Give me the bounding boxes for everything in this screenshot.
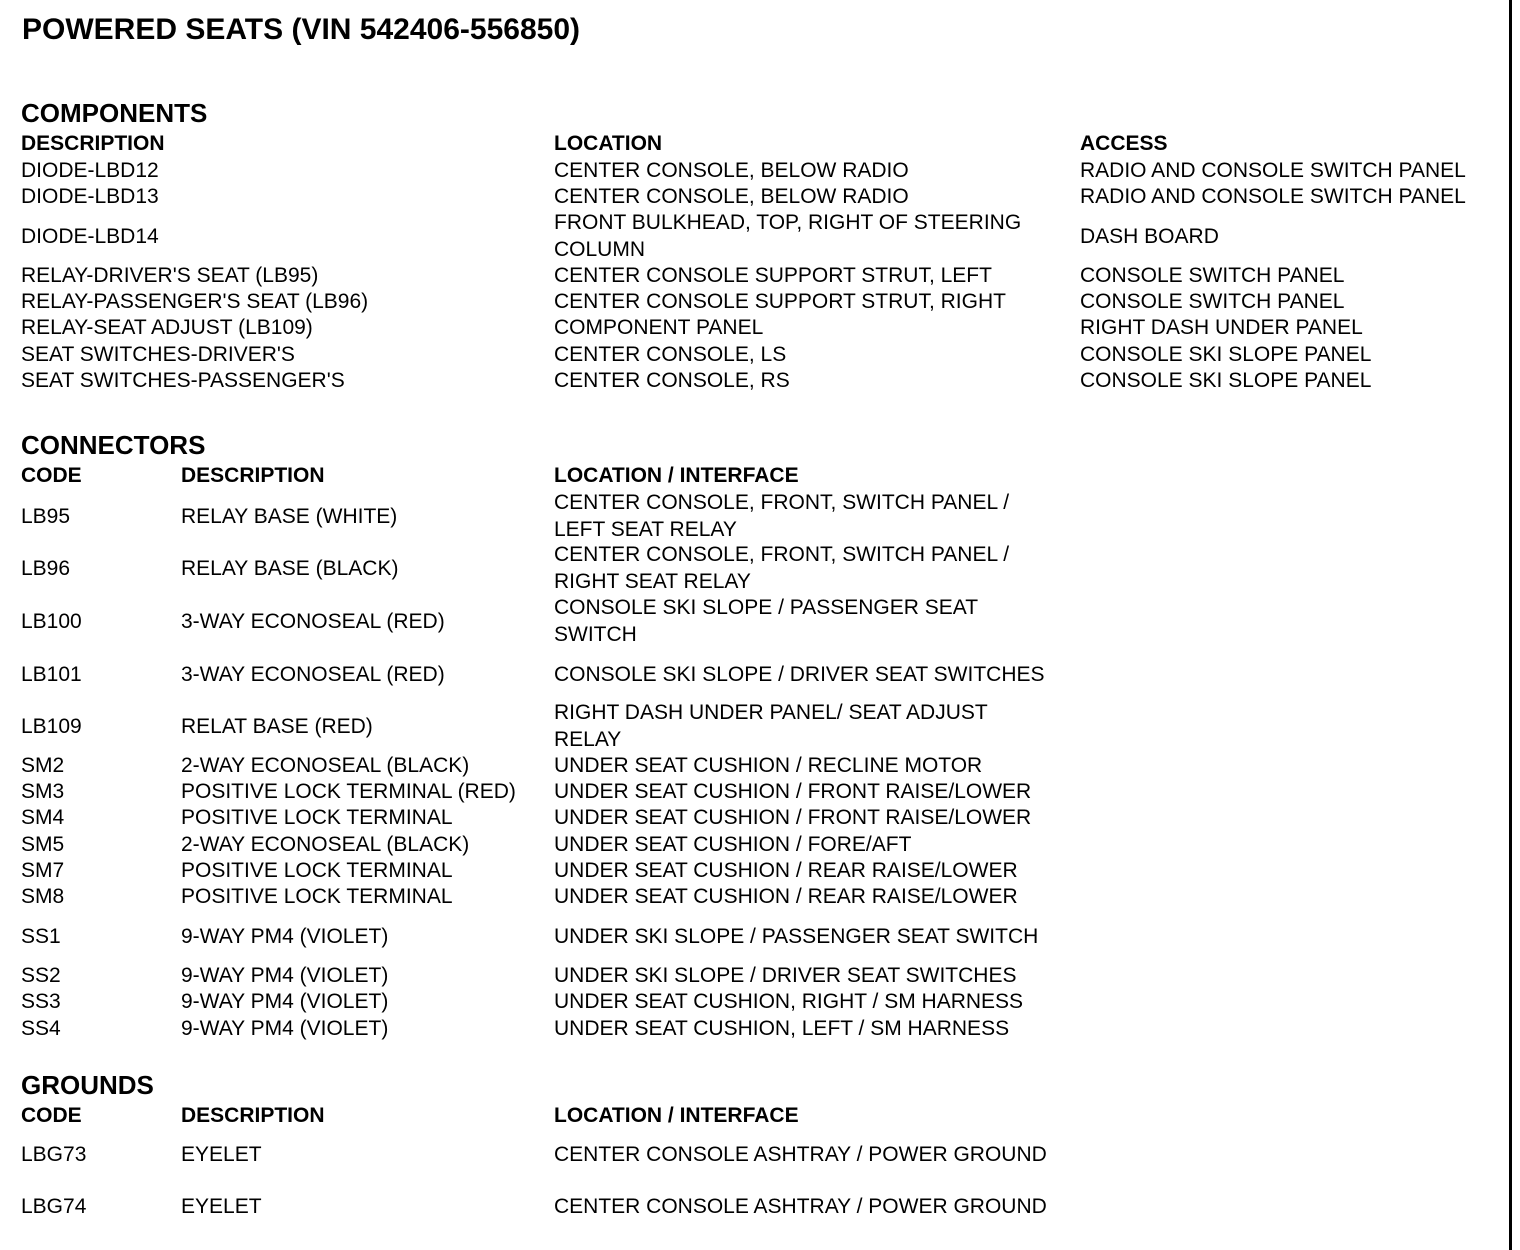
page-right-border	[1509, 0, 1512, 1250]
component-row-access: CONSOLE SWITCH PANEL	[1080, 264, 1345, 287]
component-row-location: FRONT BULKHEAD, TOP, RIGHT OF STEERING COLUMN	[554, 211, 1022, 261]
ground-row-description: EYELET	[181, 1143, 262, 1166]
component-row-access: RIGHT DASH UNDER PANEL	[1080, 316, 1363, 339]
connector-row-location: RIGHT DASH UNDER PANEL/ SEAT ADJUST RELAY	[554, 701, 988, 751]
connector-row-description: RELAY BASE (BLACK)	[181, 556, 399, 580]
connector-row-description: POSITIVE LOCK TERMINAL	[181, 859, 453, 882]
components-header-location: LOCATION	[554, 132, 663, 155]
connector-row-location: UNDER SEAT CUSHION / REAR RAISE/LOWER	[554, 859, 1018, 882]
component-row-description: SEAT SWITCHES-PASSENGER'S	[21, 369, 345, 392]
connector-row-description: POSITIVE LOCK TERMINAL	[181, 806, 453, 829]
connector-row-description: RELAY BASE (WHITE)	[181, 504, 398, 528]
component-row-description: DIODE-LBD12	[21, 159, 159, 182]
connector-row-code: SM7	[21, 859, 65, 882]
component-row-description: DIODE-LBD13	[21, 185, 159, 208]
connectors-header-location: LOCATION / INTERFACE	[554, 464, 799, 487]
connector-row-description: 2-WAY ECONOSEAL (BLACK)	[181, 754, 470, 777]
connector-row-description: POSITIVE LOCK TERMINAL	[181, 885, 453, 908]
component-row-access: DASH BOARD	[1080, 224, 1219, 248]
connector-row-location: UNDER SEAT CUSHION / FORE/AFT	[554, 833, 912, 856]
connector-row-location: CONSOLE SKI SLOPE / PASSENGER SEAT SWITCH	[554, 596, 978, 646]
connector-row-code: LB109	[21, 714, 82, 738]
component-row-access: RADIO AND CONSOLE SWITCH PANEL	[1080, 185, 1466, 208]
connector-row-description: 9-WAY PM4 (VIOLET)	[181, 925, 389, 948]
grounds-header-description: DESCRIPTION	[181, 1104, 325, 1127]
page-title: POWERED SEATS (VIN 542406-556850)	[22, 13, 581, 46]
component-row-location: COMPONENT PANEL	[554, 316, 764, 339]
connector-row-location: UNDER SKI SLOPE / DRIVER SEAT SWITCHES	[554, 964, 1017, 987]
connector-row-code: SM2	[21, 754, 65, 777]
components-header-access: ACCESS	[1080, 132, 1168, 155]
component-row-access: CONSOLE SKI SLOPE PANEL	[1080, 369, 1372, 392]
connector-row-location: CENTER CONSOLE, FRONT, SWITCH PANEL / LEFT SEAT RELAY	[554, 491, 1010, 541]
connector-row-description: 9-WAY PM4 (VIOLET)	[181, 964, 389, 987]
grounds-header-location: LOCATION / INTERFACE	[554, 1104, 799, 1127]
components-heading: COMPONENTS	[21, 98, 208, 128]
component-row-description: RELAY-DRIVER'S SEAT (LB95)	[21, 264, 319, 287]
component-row-location: CENTER CONSOLE, RS	[554, 369, 790, 392]
component-row-location: CENTER CONSOLE, BELOW RADIO	[554, 185, 909, 208]
connector-row-description: 3-WAY ECONOSEAL (RED)	[181, 609, 445, 633]
ground-row-location: CENTER CONSOLE ASHTRAY / POWER GROUND	[554, 1143, 1047, 1166]
connector-row-location: UNDER SEAT CUSHION / REAR RAISE/LOWER	[554, 885, 1018, 908]
connector-row-code: LB100	[21, 609, 82, 633]
component-row-description: DIODE-LBD14	[21, 224, 159, 248]
connector-row-description: 2-WAY ECONOSEAL (BLACK)	[181, 833, 470, 856]
component-row-description: RELAY-PASSENGER'S SEAT (LB96)	[21, 290, 369, 313]
connector-row-code: SS2	[21, 964, 61, 987]
connectors-header-code: CODE	[21, 464, 82, 487]
connector-row-location: CENTER CONSOLE, FRONT, SWITCH PANEL / RIGHT SEAT RELAY	[554, 543, 1010, 593]
component-row-access: CONSOLE SKI SLOPE PANEL	[1080, 343, 1372, 366]
connector-row-code: SS1	[21, 925, 61, 948]
connector-row-description: POSITIVE LOCK TERMINAL (RED)	[181, 780, 516, 803]
connector-row-code: SM8	[21, 885, 65, 908]
connector-row-location: UNDER SEAT CUSHION / RECLINE MOTOR	[554, 754, 983, 777]
connector-row-description: 9-WAY PM4 (VIOLET)	[181, 1017, 389, 1040]
connector-row-code: SM3	[21, 780, 65, 803]
connector-row-code: LB95	[21, 504, 71, 528]
connector-row-location: CONSOLE SKI SLOPE / DRIVER SEAT SWITCHES	[554, 662, 1045, 686]
grounds-heading: GROUNDS	[21, 1070, 154, 1100]
ground-row-location: CENTER CONSOLE ASHTRAY / POWER GROUND	[554, 1195, 1047, 1218]
ground-row-code: LBG74	[21, 1195, 87, 1218]
ground-row-code: LBG73	[21, 1143, 87, 1166]
connector-row-code: SM4	[21, 806, 65, 829]
connector-row-location: UNDER SEAT CUSHION / FRONT RAISE/LOWER	[554, 806, 1032, 829]
connector-row-location: UNDER SEAT CUSHION, RIGHT / SM HARNESS	[554, 990, 1024, 1013]
connectors-heading: CONNECTORS	[21, 430, 206, 460]
connector-row-location: UNDER SEAT CUSHION / FRONT RAISE/LOWER	[554, 780, 1032, 803]
component-row-description: SEAT SWITCHES-DRIVER'S	[21, 343, 295, 366]
ground-row-description: EYELET	[181, 1195, 262, 1218]
component-row-location: CENTER CONSOLE SUPPORT STRUT, RIGHT	[554, 290, 1006, 313]
connector-row-code: LB96	[21, 556, 71, 580]
connector-row-description: RELAT BASE (RED)	[181, 714, 373, 738]
connector-row-code: LB101	[21, 662, 82, 686]
connector-row-code: SM5	[21, 833, 65, 856]
connector-row-description: 3-WAY ECONOSEAL (RED)	[181, 662, 445, 686]
component-row-location: CENTER CONSOLE SUPPORT STRUT, LEFT	[554, 264, 992, 287]
connectors-header-description: DESCRIPTION	[181, 464, 325, 487]
connector-row-description: 9-WAY PM4 (VIOLET)	[181, 990, 389, 1013]
component-row-location: CENTER CONSOLE, BELOW RADIO	[554, 159, 909, 182]
connector-row-location: UNDER SKI SLOPE / PASSENGER SEAT SWITCH	[554, 925, 1039, 948]
component-row-access: CONSOLE SWITCH PANEL	[1080, 290, 1345, 313]
grounds-header-code: CODE	[21, 1104, 82, 1127]
component-row-access: RADIO AND CONSOLE SWITCH PANEL	[1080, 159, 1466, 182]
connector-row-code: SS4	[21, 1017, 61, 1040]
connector-row-location: UNDER SEAT CUSHION, LEFT / SM HARNESS	[554, 1017, 1010, 1040]
component-row-description: RELAY-SEAT ADJUST (LB109)	[21, 316, 313, 339]
connector-row-code: SS3	[21, 990, 61, 1013]
components-header-description: DESCRIPTION	[21, 132, 165, 155]
component-row-location: CENTER CONSOLE, LS	[554, 343, 787, 366]
